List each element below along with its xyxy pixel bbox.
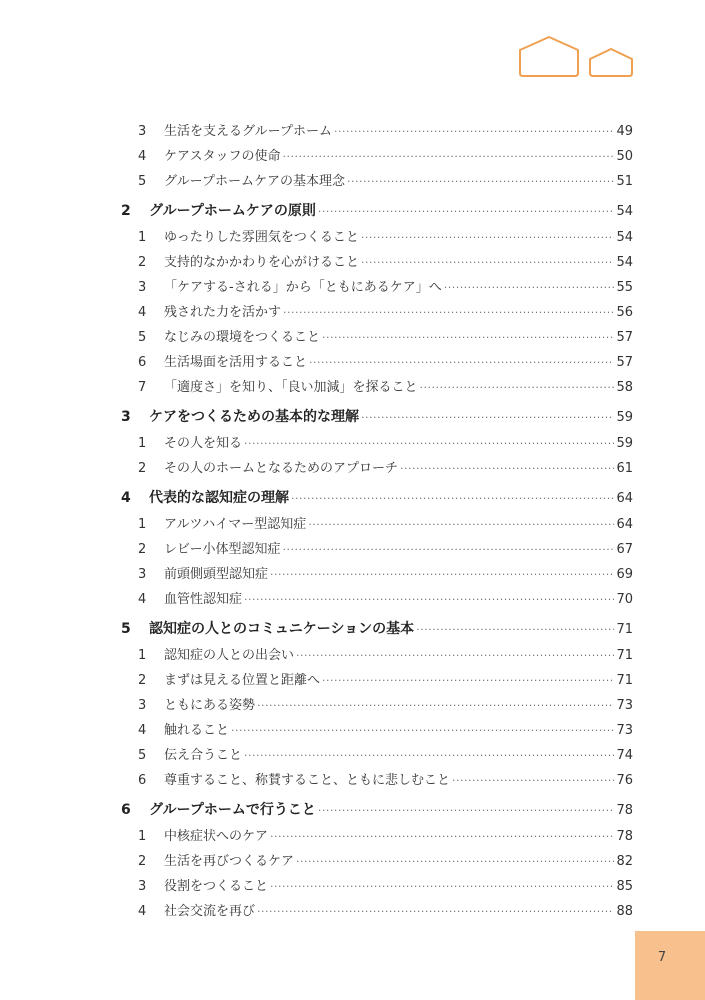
toc-number: 3 [138, 124, 147, 139]
dot-leader [296, 849, 614, 874]
toc-title: 残された力を活かす [164, 305, 282, 320]
toc-page-number: 64 [616, 517, 633, 532]
dot-leader [416, 616, 614, 644]
toc-section-row[interactable] [118, 615, 633, 643]
dot-leader [420, 375, 615, 400]
toc-page-number: 67 [616, 542, 633, 557]
dot-leader [334, 119, 614, 144]
dot-leader [283, 300, 614, 325]
house-small-icon [588, 46, 634, 78]
toc-page-number: 74 [616, 748, 633, 763]
toc-page-number: 55 [616, 280, 633, 295]
toc-title: レビー小体型認知症 [164, 542, 281, 557]
dot-leader [361, 225, 615, 250]
toc-item-row[interactable] [118, 456, 633, 481]
toc-number: 1 [138, 829, 147, 844]
toc-number: 3 [138, 567, 147, 582]
toc-page-number: 59 [616, 410, 633, 425]
dot-leader [244, 743, 614, 768]
dot-leader [257, 693, 614, 718]
toc-item-row[interactable] [118, 350, 633, 375]
dot-leader [282, 537, 614, 562]
dot-leader [231, 718, 614, 743]
dot-leader [291, 485, 614, 513]
toc-title: 「ケアする-される」から「ともにあるケア」へ [164, 280, 442, 295]
page-tab [635, 931, 705, 1000]
toc-title: 社会交流を再び [164, 904, 256, 919]
toc-title: まずは見える位置と距離へ [164, 673, 321, 688]
toc-title: 生活を支えるグループホーム [164, 124, 332, 139]
toc-number: 2 [138, 542, 147, 557]
dot-leader [308, 512, 614, 537]
dot-leader [452, 768, 614, 793]
toc-section-row[interactable] [118, 197, 633, 225]
toc-page-number: 58 [616, 380, 633, 395]
toc-title: 前頭側頭型認知症 [164, 567, 269, 582]
dot-leader [309, 350, 614, 375]
toc-item-row[interactable] [118, 668, 633, 693]
toc-number: 4 [138, 592, 147, 607]
toc-number: 1 [138, 517, 147, 532]
toc-title: その人を知る [164, 436, 243, 451]
dot-leader [270, 874, 614, 899]
toc-title: ともにある姿勢 [164, 698, 256, 713]
dot-leader [347, 169, 614, 194]
toc-item-row[interactable] [118, 874, 633, 899]
dot-leader [322, 325, 614, 350]
toc-item-row[interactable] [118, 743, 633, 768]
toc-page-number: 64 [616, 491, 633, 506]
page-number: 7 [657, 950, 667, 965]
toc-item-row[interactable] [118, 718, 633, 743]
toc-title: 支持的なかかわりを心がけること [164, 255, 360, 270]
dot-leader [361, 250, 614, 275]
toc-item-row[interactable] [118, 300, 633, 325]
toc-title: 触れること [164, 723, 230, 738]
toc-number: 5 [138, 748, 147, 763]
toc-title: グループホームケアの基本理念 [164, 174, 345, 189]
toc-number: 5 [138, 174, 147, 189]
toc-page-number: 51 [616, 174, 633, 189]
toc-number: 6 [138, 355, 147, 370]
table-of-contents [118, 119, 633, 924]
toc-number: 4 [138, 149, 147, 164]
toc-item-row[interactable] [118, 144, 633, 169]
toc-title: ゆったりした雰囲気をつくること [164, 230, 359, 245]
toc-number: 3 [121, 409, 131, 425]
toc-title: ケアをつくるための基本的な理解 [149, 409, 359, 425]
dot-leader [318, 797, 615, 825]
toc-title: 生活場面を活用すること [164, 355, 308, 370]
toc-number: 3 [138, 698, 147, 713]
toc-title: 尊重すること、称賛すること、ともに悲しむこと [164, 773, 451, 788]
toc-number: 4 [138, 723, 147, 738]
toc-section-row[interactable] [118, 403, 633, 431]
house-large-icon [518, 34, 580, 78]
toc-title: 認知症の人とのコミュニケーションの基本 [149, 621, 415, 637]
toc-page-number: 71 [616, 648, 633, 663]
dot-leader [444, 275, 615, 300]
toc-title: 役割をつくること [164, 879, 269, 894]
dot-leader [270, 824, 614, 849]
toc-title: グループホームケアの原則 [149, 203, 316, 219]
toc-item-row[interactable] [118, 899, 633, 924]
toc-number: 2 [138, 461, 147, 476]
toc-title: グループホームで行うこと [149, 802, 316, 818]
toc-page-number: 78 [616, 803, 633, 818]
toc-title: 伝え合うこと [164, 748, 243, 763]
toc-item-row[interactable] [118, 275, 633, 300]
toc-page-number: 59 [616, 436, 633, 451]
toc-number: 3 [138, 280, 147, 295]
toc-page-number: 50 [616, 149, 633, 164]
toc-page-number: 78 [616, 829, 633, 844]
toc-item-row[interactable] [118, 375, 633, 400]
dot-leader [244, 431, 614, 456]
dot-leader [361, 404, 614, 432]
toc-item-row[interactable] [118, 250, 633, 275]
toc-number: 6 [138, 773, 147, 788]
toc-item-row[interactable] [118, 537, 633, 562]
toc-page-number: 88 [616, 904, 633, 919]
toc-page-number: 71 [616, 622, 633, 637]
toc-title: 認知症の人との出会い [164, 648, 295, 663]
toc-item-row[interactable] [118, 225, 633, 250]
toc-number: 4 [138, 904, 147, 919]
toc-item-row[interactable] [118, 325, 633, 350]
toc-title: アルツハイマー型認知症 [164, 517, 307, 532]
toc-item-row[interactable] [118, 643, 633, 668]
toc-title: 生活を再びつくるケア [164, 854, 295, 869]
toc-item-row[interactable] [118, 512, 633, 537]
toc-item-row[interactable] [118, 768, 633, 793]
toc-item-row[interactable] [118, 431, 633, 456]
toc-page-number: 69 [616, 567, 633, 582]
toc-title: 血管性認知症 [164, 592, 243, 607]
toc-page-number: 54 [616, 204, 633, 219]
toc-page-number: 57 [616, 330, 633, 345]
toc-number: 1 [138, 436, 147, 451]
toc-number: 1 [138, 230, 147, 245]
toc-title: 中核症状へのケア [164, 829, 269, 844]
toc-number: 6 [121, 802, 131, 818]
toc-item-row[interactable] [118, 824, 633, 849]
dot-leader [244, 587, 614, 612]
toc-number: 3 [138, 879, 147, 894]
dot-leader [322, 668, 614, 693]
toc-number: 2 [138, 255, 147, 270]
toc-item-row[interactable] [118, 693, 633, 718]
toc-page-number: 54 [616, 230, 633, 245]
toc-page-number: 71 [616, 673, 633, 688]
dot-leader [270, 562, 614, 587]
toc-number: 7 [138, 380, 147, 395]
toc-title: その人のホームとなるためのアプローチ [164, 461, 399, 476]
toc-page-number: 85 [616, 879, 633, 894]
toc-number: 2 [121, 203, 131, 219]
toc-page-number: 49 [616, 124, 633, 139]
toc-page-number: 56 [616, 305, 633, 320]
dot-leader [282, 144, 614, 169]
toc-page-number: 82 [616, 854, 633, 869]
dot-leader [296, 643, 614, 668]
toc-title: なじみの環境をつくること [164, 330, 321, 345]
toc-page-number: 57 [616, 355, 633, 370]
toc-page-number: 73 [616, 723, 633, 738]
toc-number: 2 [138, 854, 147, 869]
toc-section-row[interactable] [118, 796, 633, 824]
toc-number: 4 [138, 305, 147, 320]
toc-number: 2 [138, 673, 147, 688]
dot-leader [257, 899, 614, 924]
toc-title: 「適度さ」を知り、「良い加減」を探ること [164, 380, 418, 395]
toc-number: 5 [138, 330, 147, 345]
toc-title: ケアスタッフの使命 [164, 149, 281, 164]
toc-page-number: 70 [616, 592, 633, 607]
toc-number: 4 [121, 490, 131, 506]
toc-item-row[interactable] [118, 119, 633, 144]
toc-page-number: 61 [616, 461, 633, 476]
toc-page-number: 54 [616, 255, 633, 270]
toc-item-row[interactable] [118, 849, 633, 874]
toc-title: 代表的な認知症の理解 [149, 490, 289, 506]
toc-page-number: 76 [616, 773, 633, 788]
dot-leader [400, 456, 614, 481]
dot-leader [318, 198, 615, 226]
toc-page-number: 73 [616, 698, 633, 713]
toc-item-row[interactable] [118, 587, 633, 612]
toc-number: 1 [138, 648, 147, 663]
toc-item-row[interactable] [118, 169, 633, 194]
toc-number: 5 [121, 621, 131, 637]
toc-item-row[interactable] [118, 562, 633, 587]
toc-section-row[interactable] [118, 484, 633, 512]
